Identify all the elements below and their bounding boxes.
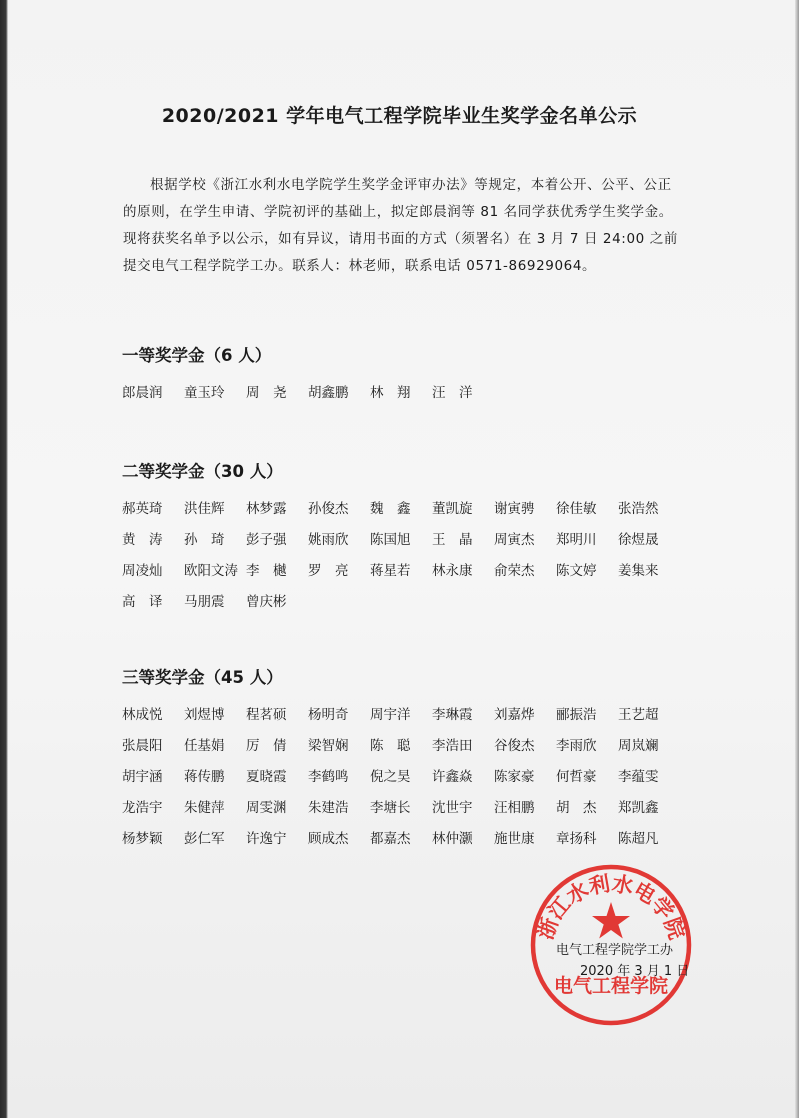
recipient-name: 倪之昊: [370, 769, 411, 785]
recipient-name: 林仲灏: [432, 831, 473, 847]
recipient-name: 林梦露: [246, 501, 287, 517]
recipient-name: 林成悦: [122, 707, 163, 723]
recipient-name: 朱建浩: [308, 800, 349, 816]
recipient-name: 沈世宇: [432, 800, 473, 816]
recipient-name: 汪 洋: [432, 385, 473, 401]
recipient-name: 陈家豪: [494, 769, 535, 785]
section-heading: 一等奖学金（6 人）: [122, 346, 272, 365]
recipient-name: 李蕴雯: [618, 769, 659, 785]
recipient-name: 林永康: [432, 563, 473, 579]
name-list: [122, 498, 682, 613]
seal-outer-path: 浙江水利水电学院: [533, 871, 689, 943]
recipient-name: 何哲豪: [556, 769, 597, 785]
recipient-name: 孙 琦: [184, 532, 225, 548]
recipient-name: 刘煜博: [184, 707, 225, 723]
recipient-name: 蒋星若: [370, 563, 411, 579]
recipient-name: 罗 亮: [308, 563, 349, 579]
recipient-name: 程茗硕: [246, 707, 287, 723]
signature-org: 电气工程学院学工办: [556, 943, 674, 958]
seal-inner-text: 电气工程学院: [553, 975, 669, 997]
recipient-name: 陈 聪: [370, 738, 411, 754]
recipient-name: 李琳霞: [432, 707, 473, 723]
recipient-name: 魏 鑫: [370, 501, 411, 517]
section-heading: 二等奖学金（30 人）: [122, 462, 283, 481]
recipient-name: 许逸宁: [246, 831, 287, 847]
recipient-name: 姚雨欣: [308, 532, 349, 548]
name-list: [122, 704, 682, 850]
recipient-name: 杨明奇: [308, 707, 349, 723]
recipient-name: 谷俊杰: [494, 738, 535, 754]
section-heading: 三等奖学金（45 人）: [122, 668, 283, 687]
recipient-name: 章扬科: [556, 831, 597, 847]
signature-date: 2020 年 3 月 1 日: [580, 964, 690, 979]
recipient-name: 李塘长: [370, 800, 411, 816]
recipient-name: 周寅杰: [494, 532, 535, 548]
recipient-name: 徐煜晟: [618, 532, 659, 548]
recipient-name: 李鹤鸣: [308, 769, 349, 785]
recipient-name: 郦振浩: [556, 707, 597, 723]
recipient-name: 周宇洋: [370, 707, 411, 723]
recipient-name: 林 翔: [370, 385, 411, 401]
recipient-name: 周雯渊: [246, 800, 287, 816]
recipient-name: 王 晶: [432, 532, 473, 548]
recipient-name: 任基娟: [184, 738, 225, 754]
intro-paragraph: 根据学校《浙江水利水电学院学生奖学金评审办法》等规定，本着公开、公平、公正的原则，在学生申请、学院初评的基础上，拟定郎晨润等 81 名同学获优秀学生奖学金。现将获奖名单予以公示，如有异议，请用书面的方式（须署名）在 3 月 7 日 24:00 之前提交电气工程学院学工办。联系人：林老师，联系电话 0571-86929064。: [123, 177, 678, 274]
recipient-name: 李雨欣: [556, 738, 597, 754]
recipient-name: 洪佳辉: [184, 501, 225, 517]
recipient-name: 姜集来: [618, 563, 659, 579]
recipient-name: 高 译: [122, 594, 163, 610]
recipient-name: 施世康: [494, 831, 535, 847]
seal-star: [592, 902, 630, 939]
recipient-name: 周 尧: [246, 385, 287, 401]
recipient-name: 童玉玲: [184, 385, 225, 401]
recipient-name: 陈国旭: [370, 532, 411, 548]
recipient-name: 夏晓霞: [246, 769, 287, 785]
recipient-name: 朱健萍: [184, 800, 225, 816]
recipient-name: 陈超凡: [618, 831, 659, 847]
recipient-name: 蒋传鹏: [184, 769, 225, 785]
recipient-name: 曾庆彬: [246, 594, 287, 610]
recipient-name: 彭仁军: [184, 831, 225, 847]
recipient-name: 彭子强: [246, 532, 287, 548]
recipient-name: 谢寅骋: [494, 501, 535, 517]
recipient-name: 马朋震: [184, 594, 225, 610]
section-second-prize: [122, 461, 682, 613]
section-first-prize: [122, 345, 682, 404]
document-title: 2020/2021 学年电气工程学院毕业生奖学金名单公示: [161, 105, 638, 127]
recipient-name: 黄 涛: [122, 532, 163, 548]
recipient-name: 张晨阳: [122, 738, 163, 754]
recipient-name: 郎晨润: [122, 385, 163, 401]
recipient-name: 胡 杰: [556, 800, 597, 816]
recipient-name: 徐佳敏: [556, 501, 597, 517]
recipient-name: 李 樾: [246, 563, 287, 579]
recipient-name: 胡鑫鹏: [308, 385, 349, 401]
recipient-name: 郝英琦: [122, 501, 163, 517]
recipient-name: 俞荣杰: [494, 563, 535, 579]
recipient-name: 刘嘉烨: [494, 707, 535, 723]
recipient-name: 龙浩宇: [122, 800, 163, 816]
recipient-name: 欧阳文涛: [184, 563, 238, 579]
recipient-name: 厉 倩: [246, 738, 287, 754]
recipient-name: 杨梦颖: [122, 831, 163, 847]
recipient-name: 郑明川: [556, 532, 597, 548]
recipient-name: 胡宇涵: [122, 769, 163, 785]
recipient-name: 王艺超: [618, 707, 659, 723]
recipient-name: 张浩然: [618, 501, 659, 517]
recipient-name: 汪相鹏: [494, 800, 535, 816]
recipient-name: 都嘉杰: [370, 831, 411, 847]
recipient-name: 顾成杰: [308, 831, 349, 847]
recipient-name: 梁智娴: [308, 738, 349, 754]
recipient-name: 周岚斓: [618, 738, 659, 754]
name-list: [122, 382, 682, 404]
section-third-prize: [122, 667, 682, 850]
recipient-name: 李浩田: [432, 738, 473, 754]
recipient-name: 陈文婷: [556, 563, 597, 579]
recipient-name: 周凌灿: [122, 563, 163, 579]
recipient-name: 孙俊杰: [308, 501, 349, 517]
recipient-name: 许鑫焱: [432, 769, 473, 785]
recipient-name: 郑凯鑫: [618, 800, 659, 816]
recipient-name: 董凯旋: [432, 501, 473, 517]
